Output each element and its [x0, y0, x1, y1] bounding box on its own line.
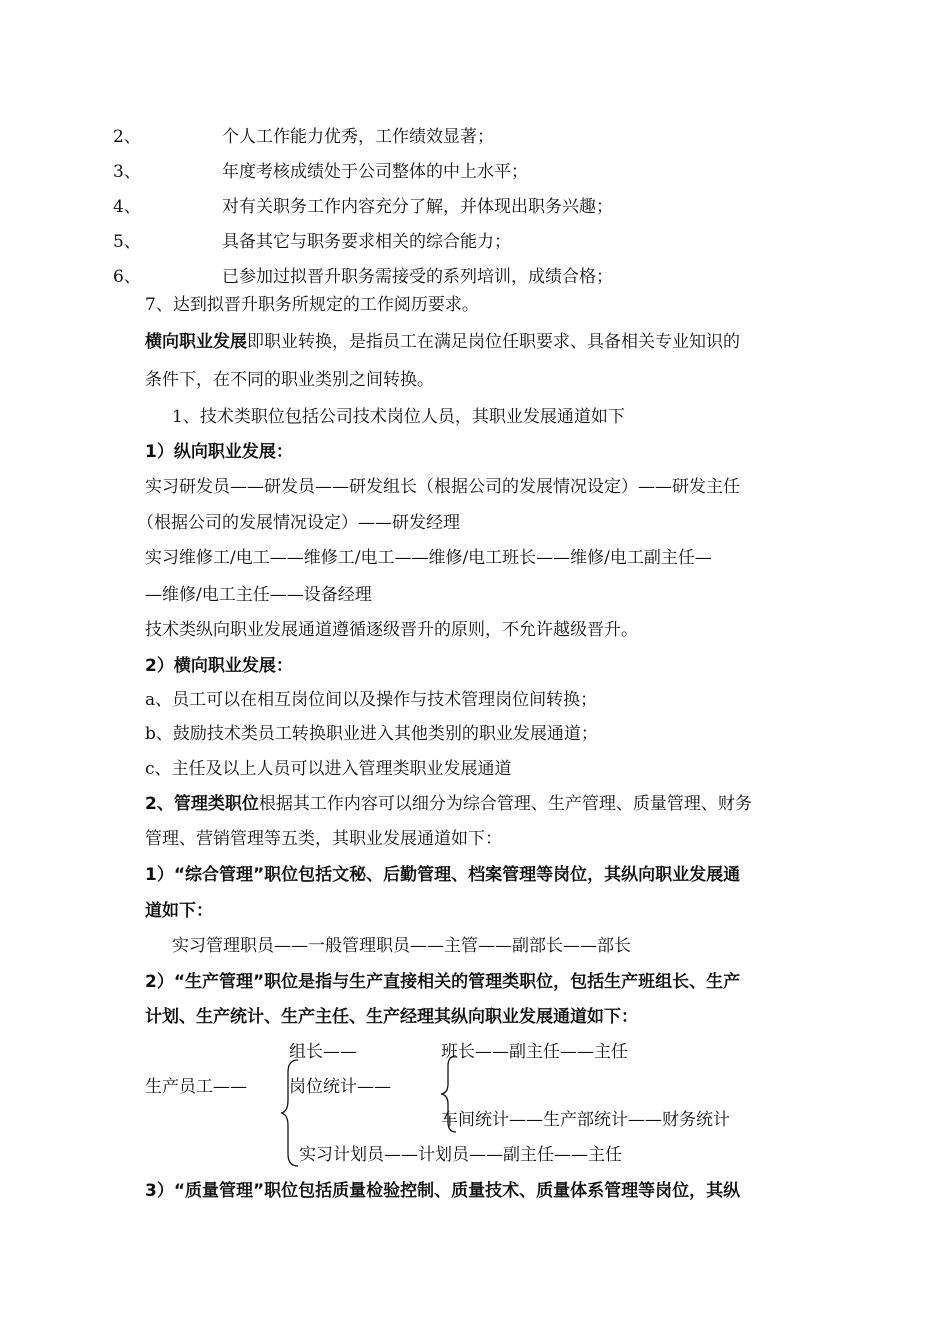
mgmt-term: 2、管理类职位: [145, 794, 259, 814]
general-mgmt-line1: 1）“综合管理”职位包括文秘、后勤管理、档案管理等岗位，其纵向职业发展通: [145, 865, 741, 885]
list-num-2: 2、: [113, 127, 141, 147]
list-text-5: 具备其它与职务要求相关的综合能力；: [222, 232, 511, 252]
diagram-workshop-stats-path: 车间统计——生产部统计——财务统计: [441, 1110, 730, 1130]
mgmt-paragraph-line2: 管理、营销管理等五类，其职业发展通道如下：: [145, 829, 502, 849]
tech-item-a: a、员工可以在相互岗位间以及操作与技术管理岗位间转换；: [145, 690, 598, 710]
horizontal-definition: 即职业转换，是指员工在满足岗位任职要求、具备相关专业知识的: [247, 332, 740, 352]
list-text-4: 对有关职务工作内容充分了解，并体现出职务兴趣；: [222, 197, 613, 217]
maint-path-line1: 实习维修工/电工——维修工/电工——维修/电工班长——维修/电工副主任—: [145, 548, 712, 568]
list-num-4: 4、: [113, 197, 141, 217]
rd-path-line2: （根据公司的发展情况设定）——研发经理: [137, 513, 460, 533]
prod-mgmt-line1: 2）“生产管理”职位是指与生产直接相关的管理类职位，包括生产班组长、生产: [145, 972, 741, 992]
general-mgmt-line2: 道如下：: [145, 901, 213, 921]
diagram-group-leader: 组长——: [289, 1042, 357, 1062]
horizontal-term: 横向职业发展: [145, 332, 247, 352]
rd-path-line1: 实习研发员——研发员——研发组长（根据公司的发展情况设定）——研发主任: [145, 477, 740, 497]
list-text-2: 个人工作能力优秀，工作绩效显著；: [222, 127, 494, 147]
prod-mgmt-line2: 计划、生产统计、生产主任、生产经理其纵向职业发展通道如下：: [145, 1007, 638, 1027]
tech-horizontal-heading: 2）横向职业发展：: [145, 656, 293, 676]
list-num-3: 3、: [113, 162, 141, 182]
tech-item-b: b、鼓励技术类员工转换职业进入其他类别的职业发展通道；: [145, 724, 598, 744]
list-item-7: 7、达到拟晋升职务所规定的工作阅历要求。: [145, 295, 479, 315]
tech-item-c: c、主任及以上人员可以进入管理类职业发展通道: [145, 759, 512, 779]
quality-mgmt-line1: 3）“质量管理”职位包括质量检验控制、质量技术、质量体系管理等岗位，其纵: [145, 1181, 741, 1201]
tech-principle: 技术类纵向职业发展通道遵循逐级晋升的原则，不允许越级晋升。: [145, 620, 638, 640]
list-text-3: 年度考核成绩处于公司整体的中上水平；: [222, 162, 528, 182]
list-num-6: 6、: [113, 267, 141, 287]
diagram-planner-path: 实习计划员——计划员——副主任——主任: [299, 1145, 622, 1165]
horizontal-paragraph-line2: 条件下，在不同的职业类别之间转换。: [145, 370, 434, 390]
tech-vertical-heading: 1）纵向职业发展：: [145, 442, 293, 462]
general-mgmt-path: 实习管理职员——一般管理职员——主管——副部长——部长: [172, 936, 631, 956]
list-num-5: 5、: [113, 232, 141, 252]
diagram-post-stats: 岗位统计——: [289, 1077, 391, 1097]
diagram-team-leader-path: 班长——副主任——主任: [441, 1042, 628, 1062]
mgmt-paragraph-line1: [145, 793, 752, 815]
diagram-root: 生产员工——: [145, 1077, 247, 1097]
diagram-brace-right: [438, 1054, 460, 1134]
maint-path-line2: —维修/电工主任——设备经理: [145, 585, 372, 605]
horizontal-paragraph-line1: [145, 331, 740, 353]
diagram-brace-left: [280, 1058, 302, 1168]
mgmt-definition: 根据其工作内容可以细分为综合管理、生产管理、质量管理、财务: [258, 794, 752, 814]
tech-intro: 1、技术类职位包括公司技术岗位人员，其职业发展通道如下: [172, 407, 625, 427]
list-text-6: 已参加过拟晋升职务需接受的系列培训，成绩合格；: [222, 267, 613, 287]
